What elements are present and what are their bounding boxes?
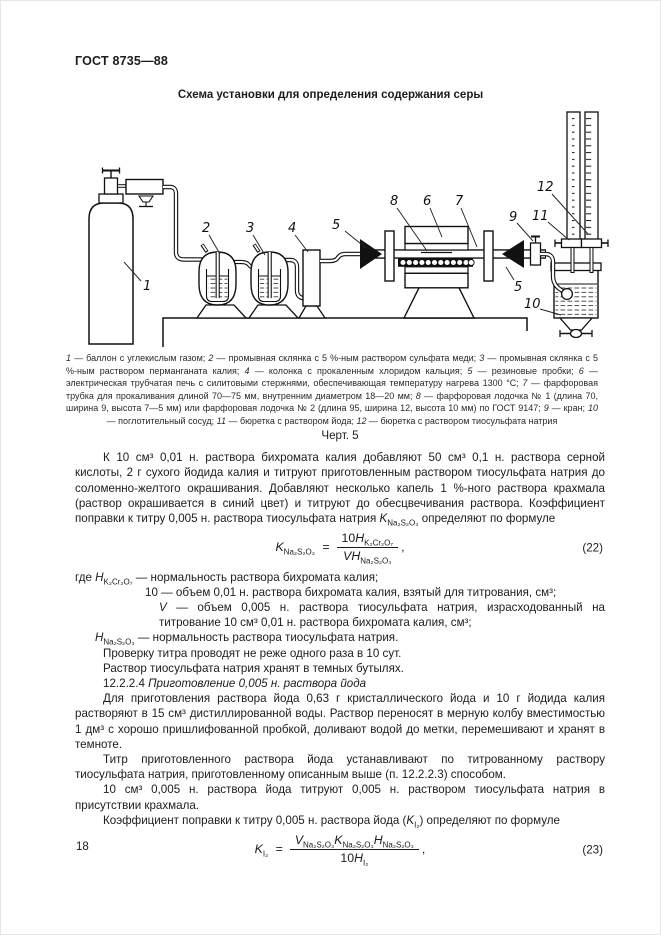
part-label-8: 8	[390, 194, 399, 209]
caption-item: 8 — фарфоровая лодочка № 1 (длина 70, ширина 9, высота 7—5 мм) или фарфоровая лодочка № 2 (длина 95, ширина 12, высота 10 мм) по ГОСТ 9147;	[66, 390, 599, 414]
gas-cylinder	[89, 168, 163, 345]
paragraph-check: Проверку титра проводят не реже одного раза в 10 сут.	[103, 646, 402, 660]
where-line: 10 — объем 0,01 н. раствора бихромата калия, взятый для титрования, см³;	[145, 585, 557, 599]
paragraph-storage: Раствор тиосульфата натрия хранят в темных бутылях.	[103, 661, 404, 675]
installation-diagram	[0, 0, 661, 360]
part-label-2: 2	[202, 221, 211, 236]
pressure-regulator	[126, 180, 163, 195]
figure-number: Черт. 5	[321, 429, 359, 442]
equation-number: (22)	[582, 541, 603, 555]
page-number: 18	[76, 841, 89, 853]
rubber-stopper-right	[502, 240, 524, 268]
part-label-9: 9	[509, 210, 518, 225]
caption-item: 5 — резиновые пробки;	[467, 365, 579, 376]
figure-title: Схема установки для определения содержания серы	[177, 89, 484, 101]
caption-item: 6 — электрическая трубчатая печь с силитовыми стержнями, обеспечивающая температуру нагрева 1300 °С;	[66, 365, 598, 389]
washing-flask-copper-sulfate	[197, 245, 246, 319]
washing-flask-permanganate	[249, 245, 298, 319]
caption-item: 7 — фарфоровая трубка для прокаливания длиной 70—75 мм, внутренним диаметром 18—20 мм;	[66, 378, 598, 401]
stopcock	[531, 237, 541, 266]
tube-furnace	[398, 227, 474, 319]
caption-item: 4 — колонка с прокаленным хлоридом кальция;	[244, 365, 468, 376]
where-list	[75, 570, 605, 646]
caption-item: 9 — кран;	[543, 403, 588, 414]
caption-item: 10 — поглотительный сосуд;	[106, 403, 598, 426]
part-label-4: 4	[288, 221, 297, 236]
part-label-5-left: 5	[332, 218, 341, 233]
part-label-12: 12	[537, 180, 554, 195]
part-label-10: 10	[524, 297, 541, 312]
gas-tube	[163, 187, 206, 260]
part-label-11: 11	[532, 209, 549, 224]
figure-caption	[66, 352, 598, 428]
paragraph-iodine-prep: Для приготовления раствора йода 0,63 г кристаллического йода и 10 г йодида калия растворяют в 15 см³ дистиллированной воды. Раствор переносят в мерную колбу вместимостью 1 дм³ с хорошо пришлифованной пробкой, доливают водой до метки, перемешивают и хранят в темноте.	[75, 692, 605, 751]
standard-number: ГОСТ 8735—88	[75, 54, 169, 68]
paragraph-iodine-titration: 10 см³ 0,005 н. раствора йода титруют 0,005 н. раствором тиосульфата натрия в присутствии крахмала.	[75, 783, 605, 812]
equation-number: (23)	[582, 843, 603, 857]
burette-thiosulfate	[585, 112, 598, 243]
paragraph-titration: К 10 см³ 0,01 н. раствора бихромата калия добавляют 50 см³ 0,1 н. раствора серной кислоты, 2 г сухого йодида калия и титруют приготовленным раствором тиосульфата натрия до соломенно-желтого окрашивания. Добавляют несколько капель 1 %-ного раствора крахмала (раствор окрашивается в синий цвет) и титруют до обесцвечивания раствора. Коэффициент поправки к титру 0,005 н. раствора тиосульфата натрия $K_{Na_2S_2O_3}$ определяют по формуле	[75, 451, 605, 528]
part-label-3: 3	[246, 221, 255, 236]
where-line: V — объем 0,005 н. раствора тиосульфата натрия, израсходованный на титрование 10 см³ 0,01 н. раствора бихромата калия, см³;	[159, 601, 605, 630]
caption-item: 12 — бюретка с раствором тиосульфата натрия	[356, 415, 558, 426]
caption-item: 11 — бюретка с раствором йода;	[216, 415, 357, 426]
bench-line	[163, 318, 527, 347]
bubbler-ball	[562, 289, 573, 300]
where-line: $H_{Na_2S_2O_3}$ — нормальность раствора тиосульфата натрия.	[95, 631, 399, 647]
part-label-7: 7	[455, 194, 464, 209]
where-line: где $H_{K_2Cr_2O_7}$ — нормальность раствора бихромата калия;	[75, 570, 379, 586]
part-label-6: 6	[423, 194, 432, 209]
rubber-stopper-left	[360, 239, 382, 269]
part-label-1: 1	[143, 279, 152, 294]
paragraph-coefficient: Коэффициент поправки к титру 0,005 н. раствора йода $(K_{I_2})$ определяют по формуле	[103, 813, 560, 830]
formula-22: $K_{Na_2S_2O_3}$ = $\frac{10H_{K_2Cr_2O_7}}{VH_{Na_2S_2O_3}}$ , (22)	[275, 531, 603, 566]
flange-left	[385, 231, 394, 281]
body-text	[75, 428, 605, 871]
caption-item: 2 — промывная склянка с 5 %-ным раствором сульфата меди;	[208, 353, 480, 363]
formula-23: $K_{I_2}$ = $\frac{V_{Na_2S_2O_3}K_{Na_2S_2O_3}H_{Na_2S_2O_3}}{10H_{I_2}}$ , (23)	[254, 833, 603, 868]
caption-item: 3 — промывная склянка с 5 %-ным раствором перманганата калия;	[66, 353, 598, 376]
flange-right	[484, 231, 493, 281]
section-heading: 12.2.2.4 Приготовление 0,005 н. раствора йода	[103, 677, 367, 691]
part-label-5-right: 5	[514, 280, 523, 295]
paragraph-titre: Титр приготовленного раствора йода устанавливают по титрованному раствору тиосульфата натрия, приготовленному описанным выше (п. 12.2.2.3) способом.	[75, 753, 605, 782]
caption-item: 1 — баллон с углекислым газом;	[66, 353, 209, 363]
